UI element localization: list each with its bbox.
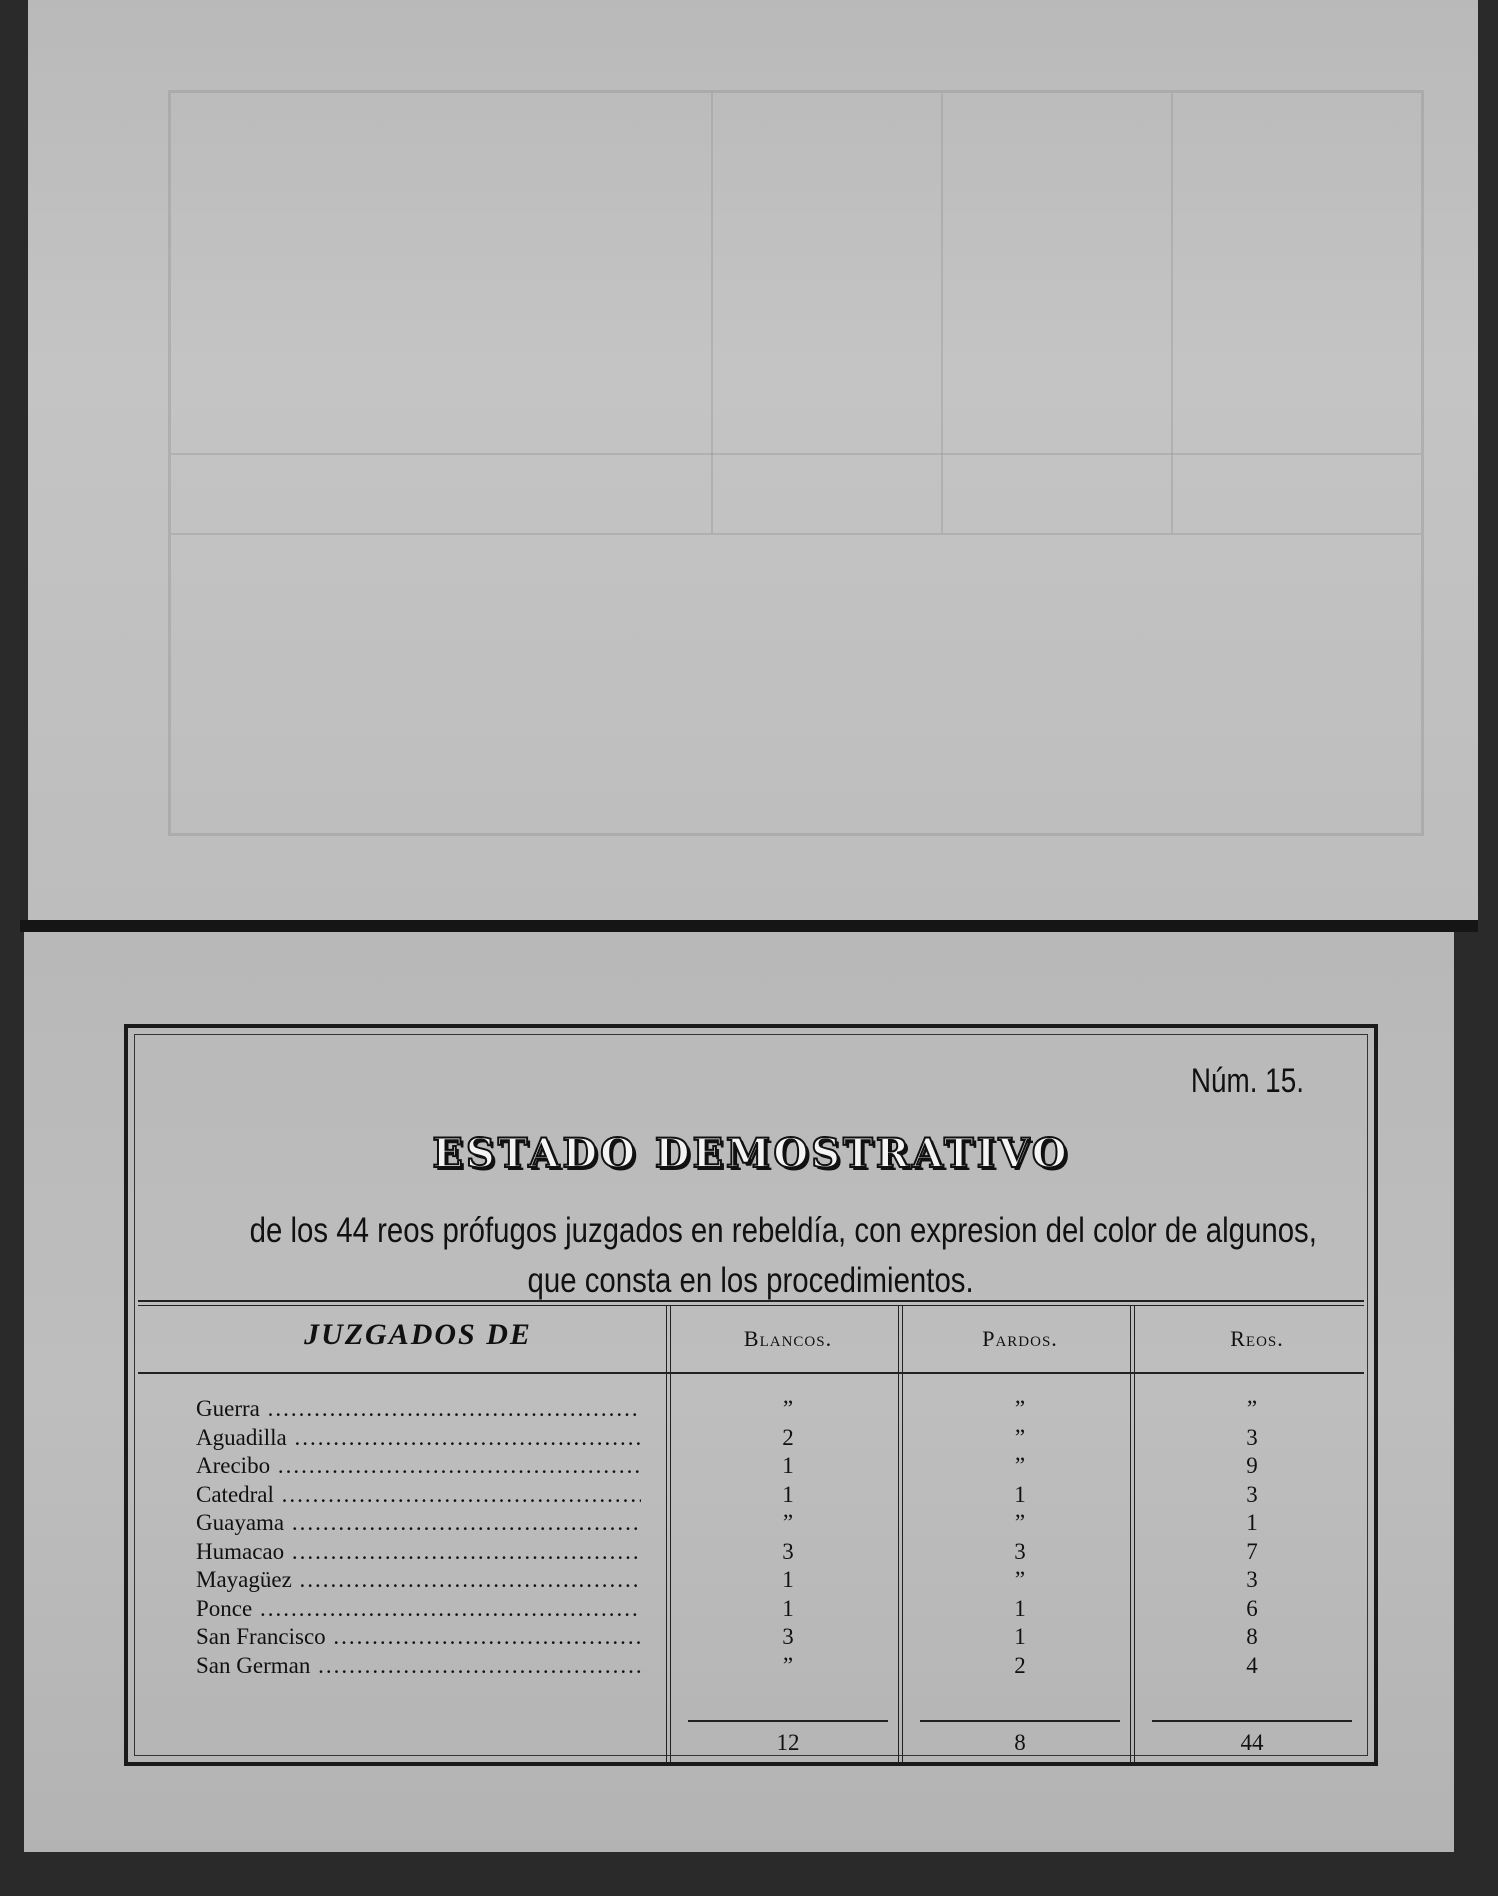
table-top-rule bbox=[138, 1300, 1364, 1302]
row-pardos-value: 3 bbox=[1014, 1538, 1026, 1564]
header-juzgados: JUZGADOS DE bbox=[304, 1318, 532, 1351]
document-number: Núm. 15. bbox=[1190, 1062, 1304, 1100]
table-row bbox=[128, 1453, 1374, 1481]
table-row bbox=[128, 1510, 1374, 1538]
ghost-divider bbox=[711, 93, 713, 533]
row-juzgado-name: Humacao ..... bbox=[196, 1539, 641, 1565]
ghost-table bbox=[168, 90, 1424, 836]
table-row bbox=[128, 1396, 1374, 1424]
row-juzgado-name: San German ..... bbox=[196, 1653, 641, 1679]
row-blancos-value: ” bbox=[782, 1396, 794, 1421]
document-page bbox=[24, 932, 1454, 1852]
row-reos-value: 3 bbox=[1246, 1567, 1258, 1592]
table-row bbox=[128, 1624, 1374, 1652]
header-blancos: Blancos. bbox=[743, 1326, 833, 1351]
subtitle-line-2: que consta en los procedimientos. bbox=[527, 1261, 975, 1300]
table-row bbox=[128, 1596, 1374, 1624]
total-rule-pardos bbox=[920, 1720, 1120, 1722]
total-rule-blancos bbox=[688, 1720, 888, 1722]
row-blancos-value: 1 bbox=[782, 1453, 794, 1478]
row-juzgado-name: Guerra ..... bbox=[196, 1396, 641, 1422]
subtitle-line-1: de los 44 reos prófugos juzgados en rebeldía, con expresion del color de algunos, bbox=[249, 1211, 1317, 1250]
row-reos-value: 6 bbox=[1246, 1595, 1258, 1621]
row-blancos-value: 1 bbox=[782, 1481, 794, 1507]
table-row bbox=[128, 1425, 1374, 1453]
row-reos-value: 7 bbox=[1246, 1538, 1258, 1564]
row-reos-value: 3 bbox=[1246, 1481, 1258, 1507]
table-row bbox=[128, 1567, 1374, 1595]
row-juzgado-name: Arecibo ..... bbox=[196, 1453, 641, 1479]
total-rule-reos bbox=[1152, 1720, 1352, 1722]
row-blancos-value: 1 bbox=[782, 1595, 794, 1621]
table-top-rule-thin bbox=[138, 1305, 1364, 1306]
row-pardos-value: 1 bbox=[1014, 1481, 1026, 1507]
row-reos-value: 9 bbox=[1246, 1453, 1258, 1478]
row-pardos-value: 2 bbox=[1014, 1652, 1026, 1678]
table-row bbox=[128, 1482, 1374, 1510]
document-title: ESTADO DEMOSTRATIVO bbox=[432, 1130, 1070, 1177]
document-subtitle bbox=[148, 1206, 1354, 1306]
page-fold bbox=[20, 920, 1478, 932]
row-blancos-value: 1 bbox=[782, 1567, 794, 1592]
row-reos-value: 8 bbox=[1246, 1624, 1258, 1649]
row-pardos-value: ” bbox=[1014, 1510, 1026, 1535]
row-blancos-value: ” bbox=[782, 1652, 794, 1678]
table-frame bbox=[124, 1024, 1378, 1766]
row-pardos-value: ” bbox=[1014, 1453, 1026, 1478]
row-reos-value: 1 bbox=[1246, 1510, 1258, 1535]
row-pardos-value: ” bbox=[1014, 1567, 1026, 1592]
table-row bbox=[128, 1539, 1374, 1567]
row-blancos-value: ” bbox=[782, 1510, 794, 1535]
total-blancos: 12 bbox=[776, 1730, 800, 1755]
table-row bbox=[128, 1653, 1374, 1681]
row-pardos-value: 1 bbox=[1014, 1624, 1026, 1649]
bleed-through-page bbox=[28, 0, 1478, 920]
row-pardos-value: ” bbox=[1014, 1396, 1026, 1421]
row-juzgado-name: Ponce ..... bbox=[196, 1596, 641, 1622]
row-pardos-value: 1 bbox=[1014, 1595, 1026, 1621]
row-juzgado-name: San Francisco ..... bbox=[196, 1624, 641, 1650]
ghost-divider bbox=[1171, 93, 1173, 533]
header-bottom-rule bbox=[138, 1372, 1364, 1374]
row-juzgado-name: Mayagüez ..... bbox=[196, 1567, 641, 1593]
row-blancos-value: 3 bbox=[782, 1624, 794, 1649]
row-blancos-value: 3 bbox=[782, 1538, 794, 1564]
row-reos-value: 3 bbox=[1246, 1424, 1258, 1450]
total-pardos: 8 bbox=[1014, 1730, 1026, 1755]
ghost-divider bbox=[171, 453, 1421, 455]
ghost-divider bbox=[941, 93, 943, 533]
row-reos-value: 4 bbox=[1246, 1652, 1258, 1678]
row-juzgado-name: Aguadilla ..... bbox=[196, 1425, 641, 1451]
ghost-divider bbox=[171, 533, 1421, 535]
row-blancos-value: 2 bbox=[782, 1424, 794, 1450]
header-reos: Reos. bbox=[1230, 1326, 1284, 1351]
total-reos: 44 bbox=[1240, 1730, 1264, 1755]
row-reos-value: ” bbox=[1246, 1396, 1258, 1421]
row-juzgado-name: Catedral ..... bbox=[196, 1482, 641, 1508]
row-pardos-value: ” bbox=[1014, 1424, 1026, 1450]
row-juzgado-name: Guayama ..... bbox=[196, 1510, 641, 1536]
header-pardos: Pardos. bbox=[982, 1326, 1058, 1351]
